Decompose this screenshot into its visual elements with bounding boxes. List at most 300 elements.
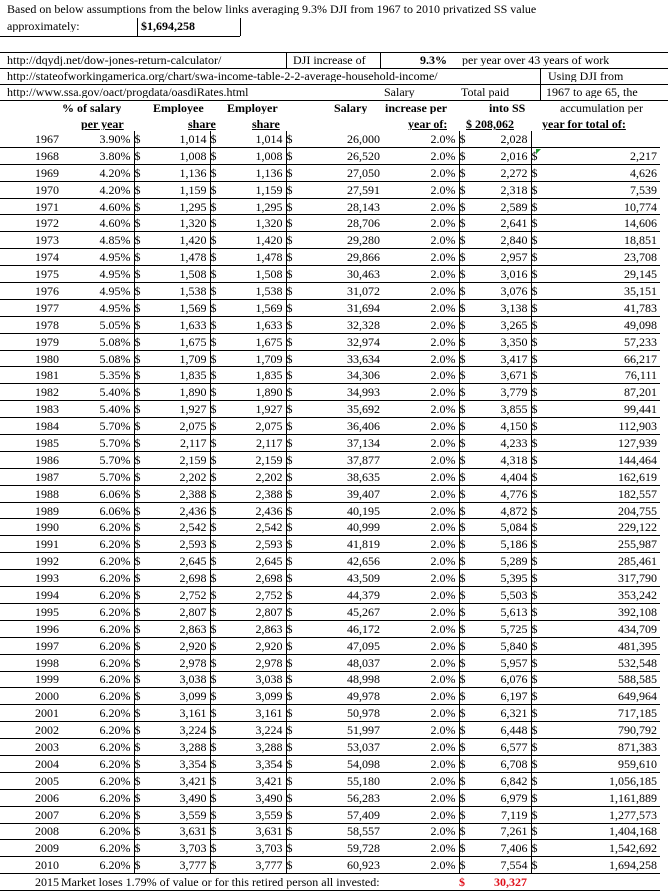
- footer-row: [0, 874, 660, 891]
- accumulation-cell: [543, 131, 660, 147]
- employee-share-cell: 2,117: [146, 435, 210, 452]
- salary-cell: 41,819: [298, 536, 380, 553]
- salary-cell: 28,706: [298, 215, 380, 232]
- accumulation-cell: 162,619: [543, 468, 660, 485]
- year-cell: 1970: [0, 181, 59, 198]
- currency-cell: $: [210, 283, 222, 300]
- employee-share-cell: 3,777: [146, 857, 210, 874]
- currency-cell: $: [459, 215, 471, 232]
- col-employee: Employee: [153, 102, 204, 114]
- salary-cell: 58,557: [298, 823, 380, 840]
- currency-cell: $: [210, 401, 222, 418]
- currency-cell: $: [210, 333, 222, 350]
- employer-share-cell: 3,631: [222, 823, 286, 840]
- currency-cell: $: [210, 536, 222, 553]
- currency-cell: $: [286, 198, 298, 215]
- employee-share-cell: 2,436: [146, 502, 210, 519]
- increase-cell: 2.0%: [380, 401, 459, 418]
- total-paid-cell: 7,554: [471, 857, 531, 874]
- salary-cell: 44,379: [298, 587, 380, 604]
- currency-cell: $: [210, 485, 222, 502]
- footer-currency: $: [459, 874, 471, 891]
- employer-share-cell: 1,538: [222, 283, 286, 300]
- currency-cell: $: [286, 755, 298, 772]
- employee-share-cell: 1,538: [146, 283, 210, 300]
- accumulation-cell: 588,585: [543, 671, 660, 688]
- employee-share-cell: 3,559: [146, 806, 210, 823]
- employee-share-cell: 1,136: [146, 164, 210, 181]
- increase-cell: 2.0%: [380, 755, 459, 772]
- currency-cell: $: [134, 840, 146, 857]
- table-row: [0, 215, 660, 232]
- table-row: [0, 485, 660, 502]
- pct-cell: 6.20%: [59, 671, 134, 688]
- currency-cell: $: [134, 316, 146, 333]
- year-cell: 2007: [0, 806, 59, 823]
- currency-cell: $: [210, 772, 222, 789]
- total-paid-cell: 6,197: [471, 688, 531, 705]
- total-paid-cell: 4,404: [471, 468, 531, 485]
- salary-cell: 53,037: [298, 739, 380, 756]
- increase-cell: 2.0%: [380, 266, 459, 283]
- total-paid-cell: 6,842: [471, 772, 531, 789]
- currency-cell: $: [459, 435, 471, 452]
- total-paid-cell: 2,840: [471, 232, 531, 249]
- year-cell: 1994: [0, 587, 59, 604]
- accumulation-cell: 57,233: [543, 333, 660, 350]
- currency-cell: $: [531, 232, 543, 249]
- currency-cell: $: [210, 164, 222, 181]
- currency-cell: $: [531, 603, 543, 620]
- year-cell: 1973: [0, 232, 59, 249]
- salary-cell: 29,866: [298, 249, 380, 266]
- year-cell: 1993: [0, 570, 59, 587]
- employee-share-cell: 2,863: [146, 620, 210, 637]
- salary-cell: 34,306: [298, 367, 380, 384]
- salary-cell: 27,591: [298, 181, 380, 198]
- salary-cell: 45,267: [298, 603, 380, 620]
- currency-cell: $: [210, 384, 222, 401]
- table-row: [0, 857, 660, 874]
- total-paid-cell: 7,119: [471, 806, 531, 823]
- currency-cell: $: [459, 266, 471, 283]
- employer-share-cell: 2,593: [222, 536, 286, 553]
- increase-cell: 2.0%: [380, 435, 459, 452]
- employer-share-cell: 3,354: [222, 755, 286, 772]
- currency-cell: $: [531, 688, 543, 705]
- link-dqydj[interactable]: http://dqydj.net/dow-jones-return-calculator/: [7, 54, 222, 66]
- header-line-3: [0, 53, 668, 69]
- currency-cell: $: [286, 384, 298, 401]
- currency-cell: $: [531, 198, 543, 215]
- total-paid-cell: 2,272: [471, 164, 531, 181]
- currency-cell: $: [210, 215, 222, 232]
- salary-cell: 50,978: [298, 705, 380, 722]
- employer-share-cell: 3,490: [222, 789, 286, 806]
- employee-share-cell: 2,752: [146, 587, 210, 604]
- pct-cell: 4.20%: [59, 181, 134, 198]
- total-paid-cell: 3,350: [471, 333, 531, 350]
- year-cell: 2004: [0, 755, 59, 772]
- total-paid-cell: 3,417: [471, 350, 531, 367]
- currency-cell: $: [531, 519, 543, 536]
- pct-cell: 6.20%: [59, 755, 134, 772]
- employer-share-cell: 2,542: [222, 519, 286, 536]
- year-cell: 2005: [0, 772, 59, 789]
- currency-cell: $: [210, 418, 222, 435]
- salary-cell: 35,692: [298, 401, 380, 418]
- employer-share-cell: 2,863: [222, 620, 286, 637]
- accumulation-cell: 392,108: [543, 603, 660, 620]
- year-cell: 2009: [0, 840, 59, 857]
- accumulation-cell: 1,161,889: [543, 789, 660, 806]
- employer-share-cell: 1,478: [222, 249, 286, 266]
- currency-cell: $: [286, 468, 298, 485]
- year-cell: 1986: [0, 451, 59, 468]
- currency-cell: $: [531, 147, 543, 164]
- salary-cell: 55,180: [298, 772, 380, 789]
- currency-cell: $: [134, 215, 146, 232]
- currency-cell: $: [286, 401, 298, 418]
- year-cell: 1998: [0, 654, 59, 671]
- total-paid-cell: 5,289: [471, 553, 531, 570]
- employer-share-cell: 2,807: [222, 603, 286, 620]
- currency-cell: $: [531, 451, 543, 468]
- currency-cell: $: [286, 671, 298, 688]
- pct-cell: 5.40%: [59, 384, 134, 401]
- increase-cell: 2.0%: [380, 840, 459, 857]
- total-paid-cell: 4,872: [471, 502, 531, 519]
- employee-share-cell: 3,703: [146, 840, 210, 857]
- currency-cell: $: [531, 536, 543, 553]
- pct-cell: 5.05%: [59, 316, 134, 333]
- increase-cell: 2.0%: [380, 485, 459, 502]
- currency-cell: $: [134, 401, 146, 418]
- accumulation-cell: 49,098: [543, 316, 660, 333]
- salary-cell: 26,000: [298, 131, 380, 147]
- employer-share-cell: 1,008: [222, 147, 286, 164]
- currency-cell: $: [134, 451, 146, 468]
- total-paid-cell: 2,016: [471, 147, 531, 164]
- currency-cell: $: [286, 603, 298, 620]
- currency-cell: $: [210, 249, 222, 266]
- accumulation-cell: 7,539: [543, 181, 660, 198]
- year-cell: 1977: [0, 299, 59, 316]
- table-row: [0, 468, 660, 485]
- employee-share-cell: 1,508: [146, 266, 210, 283]
- currency-cell: $: [286, 131, 298, 147]
- currency-cell: [531, 131, 543, 147]
- table-row: [0, 266, 660, 283]
- currency-cell: $: [531, 806, 543, 823]
- header-line-1: [0, 2, 668, 18]
- table-row: [0, 249, 660, 266]
- currency-cell: $: [210, 570, 222, 587]
- increase-cell: 2.0%: [380, 705, 459, 722]
- currency-cell: $: [134, 384, 146, 401]
- currency-cell: $: [459, 553, 471, 570]
- table-row: [0, 755, 660, 772]
- year-cell: 1985: [0, 435, 59, 452]
- salary-cell: 26,520: [298, 147, 380, 164]
- currency-cell: $: [210, 806, 222, 823]
- currency-cell: $: [531, 722, 543, 739]
- salary-cell: 57,409: [298, 806, 380, 823]
- table-row: [0, 451, 660, 468]
- currency-cell: $: [134, 333, 146, 350]
- accumulation-cell: 23,708: [543, 249, 660, 266]
- employer-share-cell: 1,633: [222, 316, 286, 333]
- increase-cell: 2.0%: [380, 215, 459, 232]
- link-swa[interactable]: http://stateofworkingamerica.org/chart/swa-income-table-2-2-average-household-income/: [7, 70, 438, 82]
- employer-share-cell: 1,508: [222, 266, 286, 283]
- currency-cell: $: [134, 654, 146, 671]
- accumulation-cell: 29,145: [543, 266, 660, 283]
- currency-cell: $: [286, 232, 298, 249]
- currency-cell: $: [210, 857, 222, 874]
- employee-share-cell: 1,320: [146, 215, 210, 232]
- currency-cell: $: [134, 823, 146, 840]
- currency-cell: $: [459, 181, 471, 198]
- currency-cell: $: [286, 587, 298, 604]
- currency-cell: $: [459, 147, 471, 164]
- currency-cell: $: [531, 316, 543, 333]
- currency-cell: $: [531, 755, 543, 772]
- employee-share-cell: 3,224: [146, 722, 210, 739]
- currency-cell: $: [134, 485, 146, 502]
- salary-cell: 60,923: [298, 857, 380, 874]
- pct-cell: 6.20%: [59, 603, 134, 620]
- total-paid-cell: 3,016: [471, 266, 531, 283]
- increase-cell: 2.0%: [380, 451, 459, 468]
- currency-cell: $: [459, 502, 471, 519]
- salary-cell: 36,406: [298, 418, 380, 435]
- employer-share-cell: 1,675: [222, 333, 286, 350]
- total-paid-cell: 6,708: [471, 755, 531, 772]
- currency-cell: $: [531, 502, 543, 519]
- col-accumulation-per: accumulation per: [560, 102, 643, 114]
- col-employer: Employer: [227, 102, 278, 114]
- year-cell: 1989: [0, 502, 59, 519]
- salary-cell: 28,143: [298, 198, 380, 215]
- employee-share-cell: 1,478: [146, 249, 210, 266]
- col-year-of: year of:: [408, 118, 448, 130]
- currency-cell: $: [210, 350, 222, 367]
- accumulation-cell: 66,217: [543, 350, 660, 367]
- employee-share-cell: 1,890: [146, 384, 210, 401]
- currency-cell: $: [286, 739, 298, 756]
- employer-share-cell: 3,224: [222, 722, 286, 739]
- salary-cell: 34,993: [298, 384, 380, 401]
- salary-cell: 31,072: [298, 283, 380, 300]
- employer-share-cell: 3,099: [222, 688, 286, 705]
- year-cell: 1974: [0, 249, 59, 266]
- year-cell: 2003: [0, 739, 59, 756]
- pct-cell: 4.20%: [59, 164, 134, 181]
- currency-cell: $: [459, 840, 471, 857]
- table-row: [0, 688, 660, 705]
- employee-share-cell: 3,421: [146, 772, 210, 789]
- currency-cell: $: [210, 299, 222, 316]
- table-row: [0, 536, 660, 553]
- pct-cell: 6.06%: [59, 485, 134, 502]
- table-row: [0, 502, 660, 519]
- table-row: [0, 587, 660, 604]
- currency-cell: $: [459, 570, 471, 587]
- salary-cell: 38,635: [298, 468, 380, 485]
- employee-share-cell: 1,159: [146, 181, 210, 198]
- pct-cell: 6.20%: [59, 587, 134, 604]
- increase-cell: 2.0%: [380, 418, 459, 435]
- currency-cell: $: [286, 705, 298, 722]
- col-into-ss: into SS: [489, 102, 526, 114]
- accumulation-cell: 1,542,692: [543, 840, 660, 857]
- accumulation-cell: 10,774: [543, 198, 660, 215]
- salary-cell: 32,328: [298, 316, 380, 333]
- increase-cell: 2.0%: [380, 857, 459, 874]
- employee-share-cell: 1,420: [146, 232, 210, 249]
- table-row: [0, 131, 660, 147]
- employer-share-cell: 3,288: [222, 739, 286, 756]
- pct-cell: 5.70%: [59, 418, 134, 435]
- employee-share-cell: 2,698: [146, 570, 210, 587]
- currency-cell: $: [531, 553, 543, 570]
- increase-cell: 2.0%: [380, 316, 459, 333]
- currency-cell: $: [459, 603, 471, 620]
- salary-cell: 29,280: [298, 232, 380, 249]
- table-row: [0, 418, 660, 435]
- table-row: [0, 705, 660, 722]
- total-paid-cell: 5,957: [471, 654, 531, 671]
- employee-share-cell: 1,008: [146, 147, 210, 164]
- currency-cell: $: [459, 637, 471, 654]
- salary-cell: 31,694: [298, 299, 380, 316]
- accumulation-cell: 35,151: [543, 283, 660, 300]
- year-cell: 1972: [0, 215, 59, 232]
- salary-cell: 40,999: [298, 519, 380, 536]
- year-cell: 1978: [0, 316, 59, 333]
- pct-cell: 6.20%: [59, 806, 134, 823]
- currency-cell: $: [134, 164, 146, 181]
- pct-cell: 4.60%: [59, 215, 134, 232]
- currency-cell: $: [459, 705, 471, 722]
- employer-share-cell: 3,703: [222, 840, 286, 857]
- data-table: [0, 131, 660, 891]
- accumulation-cell: 87,201: [543, 384, 660, 401]
- currency-cell: $: [210, 587, 222, 604]
- year-cell: 1991: [0, 536, 59, 553]
- total-paid-cell: 3,076: [471, 283, 531, 300]
- currency-cell: $: [210, 147, 222, 164]
- table-row: [0, 232, 660, 249]
- accumulation-cell: 144,464: [543, 451, 660, 468]
- currency-cell: $: [459, 249, 471, 266]
- salary-cell: 49,978: [298, 688, 380, 705]
- total-paid-cell: 2,957: [471, 249, 531, 266]
- accumulation-cell: 532,548: [543, 654, 660, 671]
- increase-cell: 2.0%: [380, 367, 459, 384]
- employer-share-cell: 1,835: [222, 367, 286, 384]
- year-cell: 1968: [0, 147, 59, 164]
- table-row: [0, 620, 660, 637]
- table-row: [0, 789, 660, 806]
- to-age-text: 1967 to age 65, the: [546, 86, 638, 98]
- currency-cell: $: [531, 570, 543, 587]
- year-cell: 1990: [0, 519, 59, 536]
- employer-share-cell: 2,436: [222, 502, 286, 519]
- currency-cell: $: [210, 654, 222, 671]
- accumulation-cell: 76,111: [543, 367, 660, 384]
- currency-cell: $: [531, 637, 543, 654]
- employer-share-cell: 2,159: [222, 451, 286, 468]
- year-cell: 1996: [0, 620, 59, 637]
- currency-cell: $: [531, 367, 543, 384]
- currency-cell: $: [134, 755, 146, 772]
- salary-cell: 51,997: [298, 722, 380, 739]
- increase-cell: 2.0%: [380, 232, 459, 249]
- currency-cell: $: [531, 215, 543, 232]
- employee-share-cell: 2,978: [146, 654, 210, 671]
- increase-cell: 2.0%: [380, 570, 459, 587]
- pct-cell: 6.20%: [59, 654, 134, 671]
- salary-cell: 48,037: [298, 654, 380, 671]
- pct-cell: 4.60%: [59, 198, 134, 215]
- pct-cell: 6.20%: [59, 620, 134, 637]
- col-increase-per: increase per: [385, 102, 448, 114]
- currency-cell: $: [134, 587, 146, 604]
- total-paid-label: Total paid: [461, 86, 510, 98]
- currency-cell: $: [531, 418, 543, 435]
- link-ssa[interactable]: http://www.ssa.gov/oact/progdata/oasdiRates.html: [7, 86, 249, 98]
- currency-cell: $: [286, 688, 298, 705]
- accumulation-cell: 434,709: [543, 620, 660, 637]
- employee-share-cell: 1,569: [146, 299, 210, 316]
- year-cell: 2001: [0, 705, 59, 722]
- total-paid-cell: 4,776: [471, 485, 531, 502]
- currency-cell: $: [286, 164, 298, 181]
- currency-cell: $: [134, 789, 146, 806]
- dji-rate: 9.3%: [420, 54, 447, 66]
- total-paid-cell: 4,150: [471, 418, 531, 435]
- currency-cell: $: [459, 823, 471, 840]
- pct-cell: 5.70%: [59, 451, 134, 468]
- currency-cell: $: [286, 519, 298, 536]
- employee-share-cell: 1,633: [146, 316, 210, 333]
- pct-cell: 6.20%: [59, 688, 134, 705]
- salary-cell: 56,283: [298, 789, 380, 806]
- currency-cell: $: [531, 705, 543, 722]
- currency-cell: $: [531, 401, 543, 418]
- table-row: [0, 316, 660, 333]
- currency-cell: $: [531, 485, 543, 502]
- pct-cell: 5.70%: [59, 468, 134, 485]
- accumulation-cell: 14,606: [543, 215, 660, 232]
- currency-cell: $: [210, 755, 222, 772]
- accumulation-cell: 255,987: [543, 536, 660, 553]
- employee-share-cell: 3,288: [146, 739, 210, 756]
- salary-cell: 48,998: [298, 671, 380, 688]
- currency-cell: $: [134, 198, 146, 215]
- col-year-total: year for total of:: [542, 118, 626, 130]
- increase-cell: 2.0%: [380, 181, 459, 198]
- accumulation-cell: 18,851: [543, 232, 660, 249]
- currency-cell: $: [531, 384, 543, 401]
- employee-share-cell: 2,807: [146, 603, 210, 620]
- currency-cell: $: [134, 181, 146, 198]
- year-cell: 2006: [0, 789, 59, 806]
- currency-cell: $: [459, 164, 471, 181]
- currency-cell: $: [531, 620, 543, 637]
